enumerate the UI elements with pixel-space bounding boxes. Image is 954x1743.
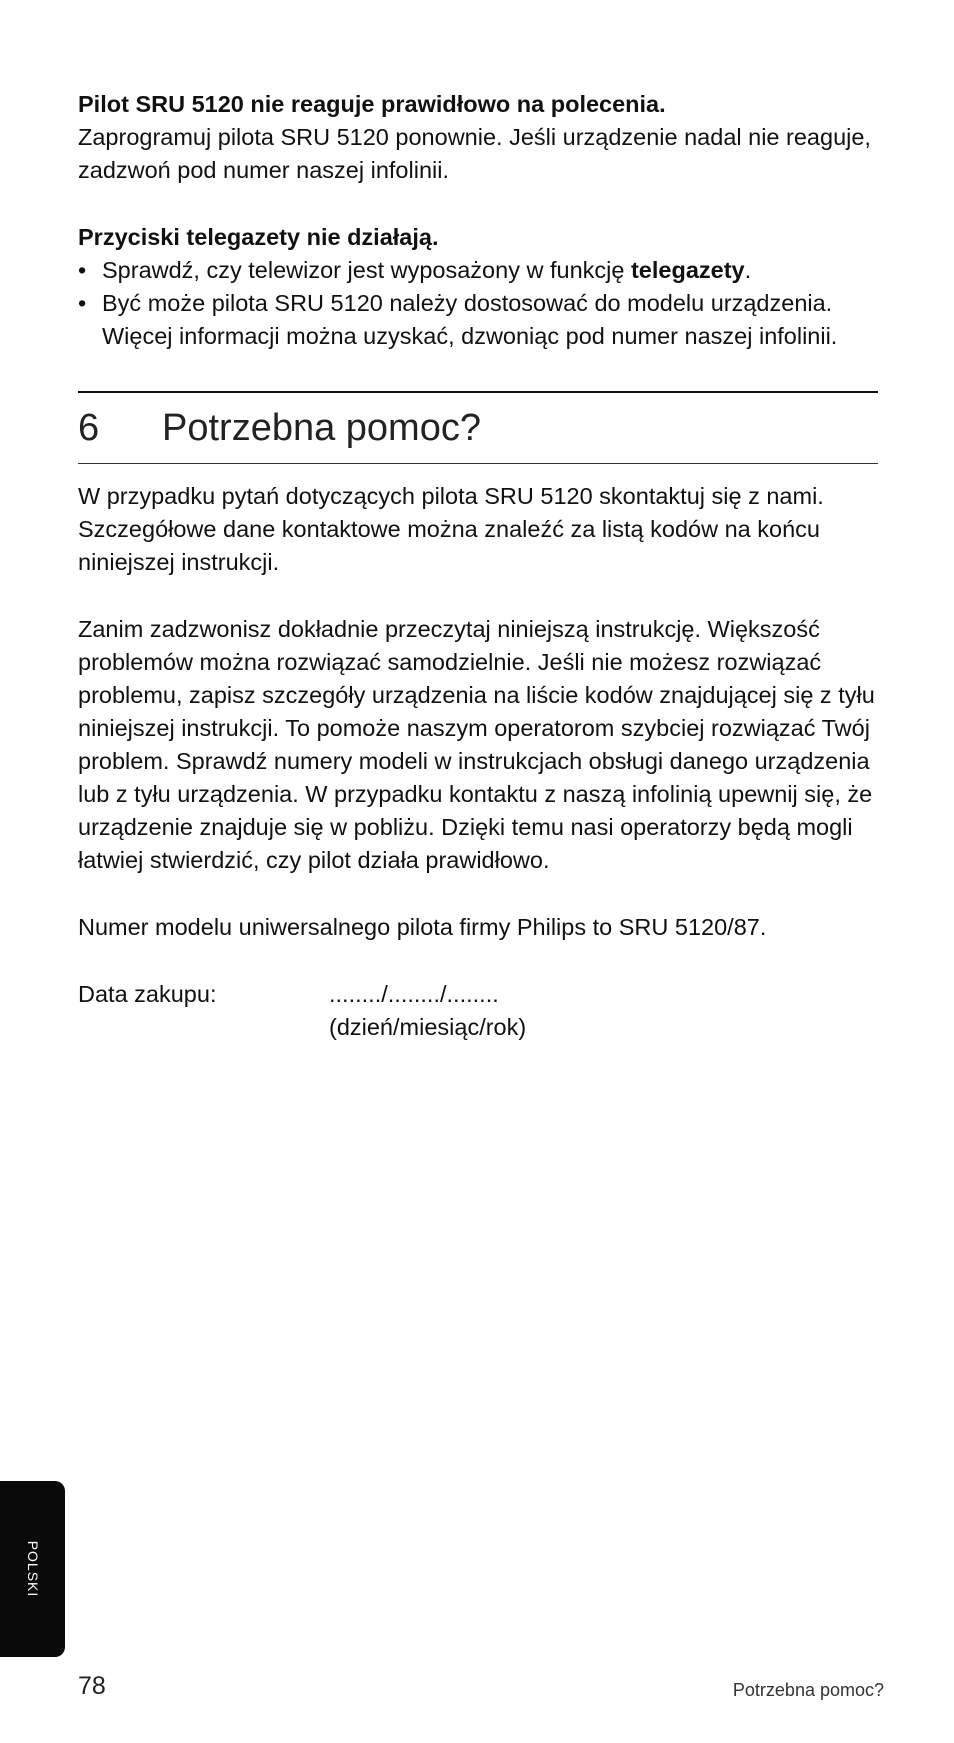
- bullet-icon: •: [78, 290, 87, 316]
- purchase-date-blank: ......../......../........: [329, 981, 499, 1007]
- section-heading: [78, 393, 878, 463]
- contact-paragraph: W przypadku pytań dotyczących pilota SRU 5120 skontaktuj się z nami. Szczegółowe dane kontaktowe można znaleźć za listą kodów na końcu niniejszej instrukcji.: [78, 483, 824, 575]
- running-footer-title: Potrzebna pomoc?: [732, 1680, 884, 1700]
- purchase-date-format: (dzień/miesiąc/rok): [329, 1014, 527, 1040]
- issue-remote-not-responding: [78, 88, 878, 187]
- issue-teletext-buttons: [78, 221, 878, 353]
- bullet-text: Być może pilota SRU 5120 należy dostosować do modelu urządzenia. Więcej informacji można uzyskać, dzwoniąc pod numer naszej infolinii.: [102, 290, 838, 349]
- bullet-text-end: .: [744, 257, 752, 283]
- issue-title-remote: Pilot SRU 5120 nie reaguje prawidłowo na polecenia.: [78, 91, 666, 117]
- bullet-bold-text: telegazety: [630, 257, 745, 283]
- purchase-date-label: Data zakupu:: [78, 981, 217, 1007]
- page-content: [78, 88, 878, 1044]
- model-number-paragraph: Numer modelu uniwersalnego pilota firmy Philips to SRU 5120/87.: [78, 914, 767, 940]
- purchase-date-values: [329, 978, 526, 1044]
- purchase-date-field: [78, 978, 878, 1044]
- list-item: [78, 254, 878, 287]
- instructions-paragraph: Zanim zadzwonisz dokładnie przeczytaj niniejszą instrukcję. Większość problemów można rozwiązać samodzielnie. Jeśli nie możesz rozwiązać problemu, zapisz szczegóły urządzenia na liście kodów znajdującej się z tyłu niniejszej instrukcji. To pomoże naszym operatorom szybciej rozwiązać Twój problem. Sprawdź numery modeli w instrukcjach obsługi danego urządzenia lub z tyłu urządzenia. W przypadku kontaktu z naszą infolinią upewnij się, że urządzenie znajduje się w pobliżu. Dzięki temu nasi operatorzy będą mogli łatwiej stwierdzić, czy pilot działa prawidłowo.: [78, 616, 875, 873]
- page-number: 78: [78, 1672, 106, 1700]
- list-item: [78, 287, 878, 353]
- bullet-icon: •: [78, 257, 87, 283]
- issue-title-teletext: Przyciski telegazety nie działają.: [78, 224, 439, 250]
- language-tab: [0, 1481, 65, 1657]
- section-title: Potrzebna pomoc?: [162, 406, 481, 449]
- section-number: 6: [78, 406, 100, 449]
- section-bottom-rule: [78, 463, 878, 464]
- language-tab-label: POLSKI: [24, 1540, 41, 1598]
- teletext-bullet-list: [78, 254, 878, 353]
- issue-text-remote: Zaprogramuj pilota SRU 5120 ponownie. Jeśli urządzenie nadal nie reaguje, zadzwoń pod numer naszej infolinii.: [78, 124, 871, 183]
- bullet-text: Sprawdź, czy telewizor jest wyposażony w funkcję: [102, 257, 631, 283]
